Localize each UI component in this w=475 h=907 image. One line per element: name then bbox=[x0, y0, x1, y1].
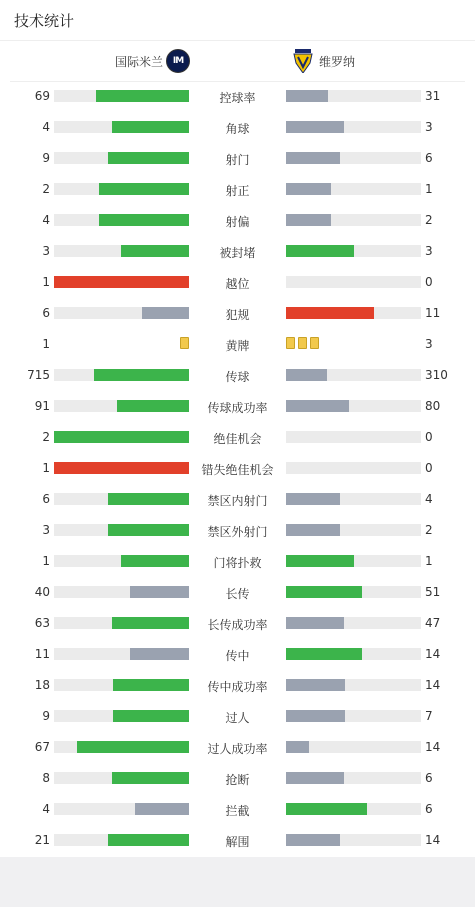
away-stat-value: 14 bbox=[425, 833, 441, 847]
away-stat-bar bbox=[286, 121, 421, 133]
away-stat-value: 14 bbox=[425, 678, 441, 692]
page-title: 技术统计 bbox=[14, 12, 75, 30]
stat-label: 射门 bbox=[225, 153, 250, 167]
away-stat-value: 3 bbox=[425, 120, 433, 134]
stat-row bbox=[0, 329, 475, 360]
home-bar-fill bbox=[121, 245, 189, 257]
away-stat-value: 310 bbox=[425, 368, 448, 382]
home-stat-bar bbox=[54, 586, 189, 598]
stat-row bbox=[0, 763, 475, 794]
home-stat-value: 1 bbox=[42, 461, 50, 475]
stat-row bbox=[0, 670, 475, 701]
verona-logo-icon bbox=[292, 49, 314, 73]
away-stat-bar bbox=[286, 493, 421, 505]
stat-label: 传中 bbox=[225, 649, 250, 663]
home-stat-value: 4 bbox=[42, 213, 50, 227]
stat-label: 门将扑救 bbox=[213, 556, 262, 570]
home-bar-fill bbox=[54, 276, 189, 288]
away-stat-value: 3 bbox=[425, 337, 433, 351]
stat-row bbox=[0, 81, 475, 112]
away-stat-bar bbox=[286, 803, 421, 815]
stat-label: 射正 bbox=[225, 184, 250, 198]
home-stat-value: 3 bbox=[42, 244, 50, 258]
away-bar-fill bbox=[286, 493, 340, 505]
divider bbox=[0, 40, 475, 41]
away-stat-bar bbox=[286, 276, 421, 288]
home-bar-fill bbox=[108, 152, 189, 164]
stat-row bbox=[0, 546, 475, 577]
away-stat-bar bbox=[286, 834, 421, 846]
stat-label: 被封堵 bbox=[219, 246, 256, 260]
home-bar-fill bbox=[121, 555, 189, 567]
away-stat-value: 0 bbox=[425, 461, 433, 475]
away-stat-value: 1 bbox=[425, 554, 433, 568]
away-stat-bar bbox=[286, 245, 421, 257]
home-bar-fill bbox=[130, 586, 189, 598]
away-yellow-cards bbox=[286, 337, 319, 349]
inter-logo-icon: IM bbox=[166, 49, 190, 73]
away-bar-fill bbox=[286, 90, 328, 102]
away-stat-value: 0 bbox=[425, 430, 433, 444]
home-stat-value: 1 bbox=[42, 337, 50, 351]
away-stat-bar bbox=[286, 524, 421, 536]
stat-label: 抢断 bbox=[225, 773, 250, 787]
stat-row bbox=[0, 825, 475, 856]
away-stat-value: 3 bbox=[425, 244, 433, 258]
away-stat-value: 4 bbox=[425, 492, 433, 506]
stat-label: 禁区外射门 bbox=[207, 525, 268, 539]
home-bar-fill bbox=[54, 431, 189, 443]
home-stat-bar bbox=[54, 307, 189, 319]
home-bar-fill bbox=[142, 307, 189, 319]
home-bar-fill bbox=[112, 772, 189, 784]
home-stat-value: 2 bbox=[42, 430, 50, 444]
home-stat-value: 8 bbox=[42, 771, 50, 785]
away-stat-bar bbox=[286, 772, 421, 784]
away-stat-value: 14 bbox=[425, 647, 441, 661]
away-stat-value: 80 bbox=[425, 399, 441, 413]
stat-label: 传球成功率 bbox=[207, 401, 268, 415]
away-bar-fill bbox=[286, 741, 309, 753]
home-stat-value: 3 bbox=[42, 523, 50, 537]
stat-row bbox=[0, 484, 475, 515]
away-bar-fill bbox=[286, 369, 327, 381]
home-bar-fill bbox=[112, 121, 189, 133]
away-stat-value: 11 bbox=[425, 306, 441, 320]
home-stat-value: 4 bbox=[42, 802, 50, 816]
stat-label: 射偏 bbox=[225, 215, 250, 229]
home-stat-bar bbox=[54, 493, 189, 505]
away-stat-bar bbox=[286, 648, 421, 660]
stat-row bbox=[0, 143, 475, 174]
stat-row bbox=[0, 267, 475, 298]
home-bar-fill bbox=[130, 648, 189, 660]
home-stat-value: 40 bbox=[34, 585, 50, 599]
home-bar-fill bbox=[113, 679, 189, 691]
home-stat-value: 91 bbox=[34, 399, 50, 413]
away-bar-fill bbox=[286, 803, 367, 815]
home-stat-value: 67 bbox=[34, 740, 50, 754]
away-bar-fill bbox=[286, 834, 340, 846]
stat-label: 过人 bbox=[225, 711, 250, 725]
away-bar-fill bbox=[286, 586, 362, 598]
stat-row bbox=[0, 577, 475, 608]
stat-label: 传球 bbox=[225, 370, 250, 384]
away-bar-fill bbox=[286, 183, 331, 195]
away-stat-value: 51 bbox=[425, 585, 441, 599]
stat-label: 过人成功率 bbox=[207, 742, 268, 756]
home-bar-fill bbox=[108, 524, 189, 536]
home-bar-fill bbox=[108, 834, 189, 846]
away-stat-bar bbox=[286, 710, 421, 722]
home-stat-bar bbox=[54, 431, 189, 443]
home-stat-value: 1 bbox=[42, 275, 50, 289]
home-stat-bar bbox=[54, 245, 189, 257]
home-stat-bar bbox=[54, 369, 189, 381]
home-bar-fill bbox=[94, 369, 189, 381]
away-stat-bar bbox=[286, 400, 421, 412]
home-stat-bar bbox=[54, 555, 189, 567]
away-bar-fill bbox=[286, 555, 354, 567]
stat-label: 禁区内射门 bbox=[207, 494, 268, 508]
stat-row bbox=[0, 794, 475, 825]
home-stat-bar bbox=[54, 648, 189, 660]
stat-row bbox=[0, 391, 475, 422]
away-stat-bar bbox=[286, 369, 421, 381]
home-stat-value: 11 bbox=[34, 647, 50, 661]
stat-label: 错失绝佳机会 bbox=[201, 463, 274, 477]
away-stat-bar bbox=[286, 307, 421, 319]
home-yellow-cards bbox=[180, 337, 189, 349]
away-stat-bar bbox=[286, 431, 421, 443]
home-stat-bar bbox=[54, 741, 189, 753]
home-stat-bar bbox=[54, 183, 189, 195]
away-bar-fill bbox=[286, 617, 344, 629]
home-stat-bar bbox=[54, 834, 189, 846]
away-bar-fill bbox=[286, 307, 374, 319]
stat-row bbox=[0, 732, 475, 763]
away-stat-value: 6 bbox=[425, 802, 433, 816]
home-stat-bar bbox=[54, 524, 189, 536]
home-stat-value: 715 bbox=[27, 368, 50, 382]
home-stat-bar bbox=[54, 617, 189, 629]
home-bar-fill bbox=[135, 803, 189, 815]
away-stat-value: 2 bbox=[425, 523, 433, 537]
stat-row bbox=[0, 205, 475, 236]
stat-label: 犯规 bbox=[225, 308, 250, 322]
away-bar-fill bbox=[286, 214, 331, 226]
stat-label: 角球 bbox=[225, 122, 250, 136]
home-stat-bar bbox=[54, 803, 189, 815]
home-stat-bar bbox=[54, 400, 189, 412]
home-stat-bar bbox=[54, 462, 189, 474]
stat-row bbox=[0, 422, 475, 453]
away-stat-value: 7 bbox=[425, 709, 433, 723]
home-stat-bar bbox=[54, 772, 189, 784]
away-team-header[interactable] bbox=[292, 46, 355, 76]
away-bar-fill bbox=[286, 245, 354, 257]
home-stat-bar bbox=[54, 90, 189, 102]
away-stat-value: 1 bbox=[425, 182, 433, 196]
away-bar-fill bbox=[286, 152, 340, 164]
home-stat-bar bbox=[54, 214, 189, 226]
away-stat-bar bbox=[286, 555, 421, 567]
home-stat-value: 9 bbox=[42, 709, 50, 723]
stat-row bbox=[0, 360, 475, 391]
yellow-card-icon bbox=[298, 337, 307, 349]
home-bar-fill bbox=[117, 400, 189, 412]
home-bar-fill bbox=[112, 617, 189, 629]
home-bar-fill bbox=[99, 183, 189, 195]
home-stat-value: 63 bbox=[34, 616, 50, 630]
stat-label: 黄牌 bbox=[225, 339, 250, 353]
stat-row bbox=[0, 608, 475, 639]
home-stat-value: 2 bbox=[42, 182, 50, 196]
stat-label: 绝佳机会 bbox=[213, 432, 262, 446]
away-stat-bar bbox=[286, 679, 421, 691]
away-stat-bar bbox=[286, 586, 421, 598]
stat-row bbox=[0, 639, 475, 670]
stat-label: 解围 bbox=[225, 835, 250, 849]
stat-label: 越位 bbox=[225, 277, 250, 291]
away-bar-fill bbox=[286, 524, 340, 536]
home-stat-value: 69 bbox=[34, 89, 50, 103]
home-stat-bar bbox=[54, 152, 189, 164]
home-bar-fill bbox=[99, 214, 189, 226]
stat-row bbox=[0, 453, 475, 484]
home-stat-value: 6 bbox=[42, 492, 50, 506]
home-bar-fill bbox=[113, 710, 189, 722]
home-stat-value: 21 bbox=[34, 833, 50, 847]
stat-row bbox=[0, 236, 475, 267]
home-stat-value: 6 bbox=[42, 306, 50, 320]
stat-label: 控球率 bbox=[219, 91, 256, 105]
home-bar-fill bbox=[54, 462, 189, 474]
away-stat-bar bbox=[286, 214, 421, 226]
away-stat-value: 0 bbox=[425, 275, 433, 289]
away-stat-value: 6 bbox=[425, 771, 433, 785]
away-stat-bar bbox=[286, 90, 421, 102]
home-team-name: 国际米兰 bbox=[114, 54, 163, 69]
away-bar-fill bbox=[286, 121, 344, 133]
home-stat-value: 4 bbox=[42, 120, 50, 134]
away-stat-bar bbox=[286, 741, 421, 753]
away-stat-value: 31 bbox=[425, 89, 441, 103]
stat-row bbox=[0, 701, 475, 732]
away-stat-bar bbox=[286, 617, 421, 629]
stat-row bbox=[0, 112, 475, 143]
away-bar-fill bbox=[286, 710, 345, 722]
home-stat-bar bbox=[54, 121, 189, 133]
home-stat-bar bbox=[54, 710, 189, 722]
away-stat-bar bbox=[286, 152, 421, 164]
home-bar-fill bbox=[108, 493, 189, 505]
stat-label: 长传成功率 bbox=[207, 618, 268, 632]
home-stat-value: 18 bbox=[34, 678, 50, 692]
away-bar-fill bbox=[286, 400, 349, 412]
home-bar-fill bbox=[96, 90, 189, 102]
stat-row bbox=[0, 298, 475, 329]
away-stat-bar bbox=[286, 183, 421, 195]
away-stat-value: 14 bbox=[425, 740, 441, 754]
home-stat-bar bbox=[54, 276, 189, 288]
away-bar-fill bbox=[286, 772, 344, 784]
stat-row bbox=[0, 174, 475, 205]
stat-label: 传中成功率 bbox=[207, 680, 268, 694]
stat-row bbox=[0, 515, 475, 546]
away-stat-bar bbox=[286, 462, 421, 474]
yellow-card-icon bbox=[180, 337, 189, 349]
home-team-header[interactable] bbox=[115, 46, 190, 76]
stat-label: 长传 bbox=[225, 587, 250, 601]
home-stat-value: 9 bbox=[42, 151, 50, 165]
away-stat-value: 47 bbox=[425, 616, 441, 630]
away-bar-fill bbox=[286, 648, 362, 660]
stat-label: 拦截 bbox=[225, 804, 250, 818]
yellow-card-icon bbox=[310, 337, 319, 349]
away-team-name: 维罗纳 bbox=[319, 54, 356, 69]
away-stat-value: 2 bbox=[425, 213, 433, 227]
home-stat-value: 1 bbox=[42, 554, 50, 568]
away-stat-value: 6 bbox=[425, 151, 433, 165]
yellow-card-icon bbox=[286, 337, 295, 349]
home-stat-bar bbox=[54, 679, 189, 691]
home-bar-fill bbox=[77, 741, 189, 753]
away-bar-fill bbox=[286, 679, 345, 691]
